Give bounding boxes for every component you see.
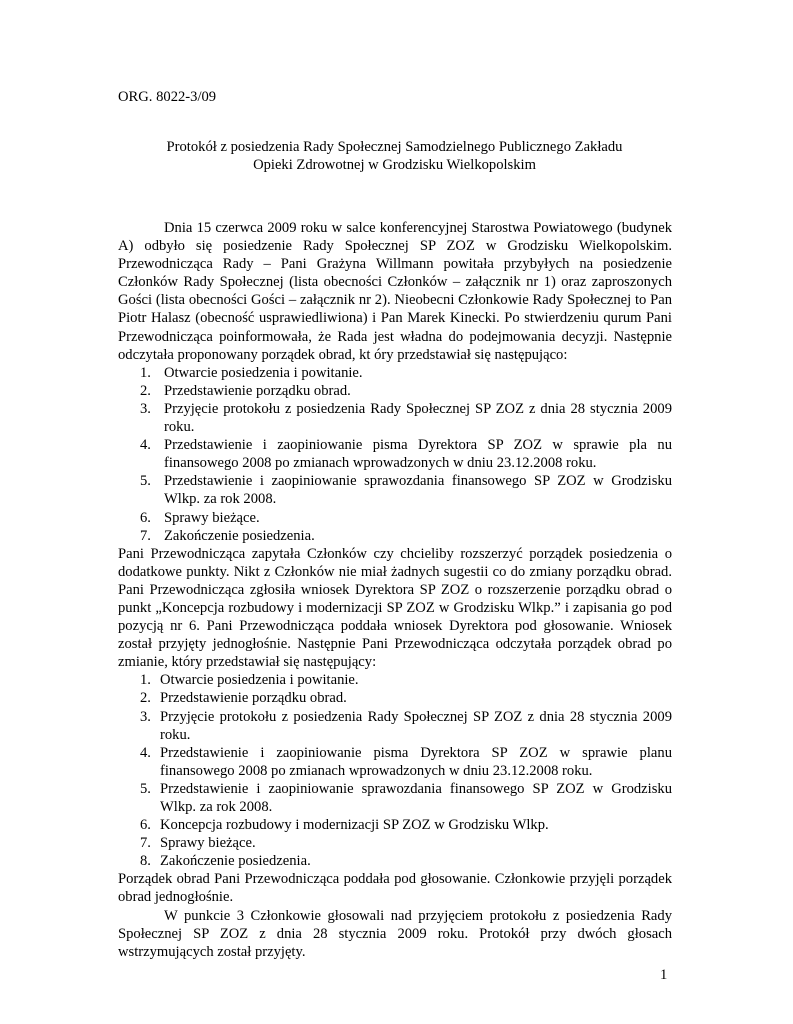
agenda-item-text: Przedstawienie i zaopiniowanie sprawozdania finansowego SP ZOZ w Grodzisku Wlkp. za rok 2008. [160,780,672,815]
agenda-item-text: Zakończenie posiedzenia. [160,853,311,870]
agenda-item-text: Otwarcie posiedzenia i powitanie. [164,364,363,381]
agenda-item-text: Otwarcie posiedzenia i powitanie. [160,672,359,689]
agenda-item [118,472,672,508]
agenda-item-number: 3. [140,708,151,725]
agenda-item-text: Zakończenie posiedzenia. [164,527,315,544]
page-number: 1 [660,967,668,983]
agenda-item-number: 5. [140,780,151,797]
agenda-item-number: 1. [140,364,151,381]
agenda-item [118,689,672,707]
agenda-item-text: Sprawy bieżące. [160,835,256,852]
agenda-item-text: Przedstawienie porządku obrad. [160,690,347,707]
agenda-item [118,708,672,744]
title-line-2: Opieki Zdrowotnej w Grodzisku Wielkopolskim [253,157,536,173]
agenda-item-number: 3. [140,400,151,417]
agenda-list-amended [118,671,672,870]
agenda-item-number: 2. [140,382,151,399]
agenda-item [118,382,672,400]
agenda-item-number: 5. [140,473,151,490]
agenda-item [118,671,672,689]
intro-paragraph: Dnia 15 czerwca 2009 roku w salce konferencyjnej Starostwa Powiatowego (budynek A) odbyło się posiedzenie Rady Społecznej SP ZOZ w Grodzisku Wielkopolskim. Przewodnicząca Rady – Pani Grażyna Willmann powitała przybyłych na posiedzenie Członków Rady Społecznej (lista obecności Członków – załącznik nr 1) oraz zaproszonych Gości (lista obecności Gości – załącznik nr 2). Nieobecni Członkowie Rady Społecznej to Pan Piotr Halasz (obecność usprawiedliwiona) i Pan Marek Kinecki. Po stwierdzeniu qurum Pani Przewodnicząca poinformowała, że Rada jest władna do podejmowania decyzji. Następnie odczytała proponowany porządek obrad, kt óry przedstawiał się następująco: [118,220,672,363]
agenda-item-text: Przyjęcie protokołu z posiedzenia Rady Społecznej SP ZOZ z dnia 28 stycznia 2009 roku. [160,708,672,743]
agenda-item-number: 8. [140,853,151,870]
agenda-list-initial [118,364,672,545]
agenda-item-number: 6. [140,509,151,526]
agenda-item [118,780,672,816]
agenda-item [118,436,672,472]
agenda-item-text: Sprawy bieżące. [164,509,260,526]
agenda-item-text: Przedstawienie i zaopiniowanie sprawozdania finansowego SP ZOZ w Grodzisku Wlkp. za rok 2008. [164,473,672,508]
vote-paragraph: Porządek obrad Pani Przewodnicząca poddała pod głosowanie. Członkowie przyjęli porządek obrad jednogłośnie. [118,871,672,906]
document-body [118,219,672,961]
agenda-item-number: 7. [140,527,151,544]
agenda-item [118,364,672,382]
agenda-item-number: 2. [140,690,151,707]
agenda-item-number: 4. [140,437,151,454]
agenda-item [118,852,672,870]
agenda-item [118,816,672,834]
agenda-item-text: Koncepcja rozbudowy i modernizacji SP ZOZ w Grodzisku Wlkp. [160,817,549,834]
agenda-item-text: Przyjęcie protokołu z posiedzenia Rady Społecznej SP ZOZ z dnia 28 stycznia 2009 roku. [164,400,672,436]
agenda-item [118,400,672,436]
title-line-1: Protokół z posiedzenia Rady Społecznej Samodzielnego Publicznego Zakładu [166,139,623,155]
agenda-item-number: 1. [140,672,151,689]
agenda-item [118,527,672,545]
agenda-item-text: Przedstawienie i zaopiniowanie pisma Dyrektora SP ZOZ w sprawie pla nu finansowego 2008 po zmianach wprowadzonych w dniu 23.12.2008 roku. [164,437,672,472]
agenda-item [118,744,672,780]
document-reference: ORG. 8022-3/09 [118,89,217,105]
agenda-item-text: Przedstawienie porządku obrad. [164,382,351,399]
agenda-item [118,509,672,527]
middle-paragraph: Pani Przewodnicząca zapytała Członków czy chcieliby rozszerzyć porządek posiedzenia o dodatkowe punkty. Nikt z Członków nie miał żadnych sugestii co do zmiany porządku obrad. Pani Przewodnicząca zgłosiła wniosek Dyrektora SP ZOZ o rozszerzenie porządku obrad o punkt „Koncepcja rozbudowy i modernizacji SP ZOZ w Grodzisku Wlkp.” i zapisania go pod pozycją nr 6. Pani Przewodnicząca poddała wniosek Dyrektora pod głosowanie. Wniosek został przyjęty jednogłośnie. Następnie Pani Przewodnicząca odczytała porządek obrad po zmianie, który przedstawiał się następujący: [118,545,672,671]
document-title [118,138,671,174]
agenda-item-number: 4. [140,744,151,761]
point3-paragraph: W punkcie 3 Członkowie głosowali nad przyjęciem protokołu z posiedzenia Rady Społecznej SP ZOZ z dnia 28 stycznia 2009 roku. Protokół przy dwóch głosach wstrzymujących został przyjęty. [118,907,672,960]
agenda-item-number: 6. [140,817,151,834]
agenda-item-number: 7. [140,835,151,852]
agenda-item [118,834,672,852]
agenda-item-text: Przedstawienie i zaopiniowanie pisma Dyrektora SP ZOZ w sprawie planu finansowego 2008 po zmianach wprowadzonych w dniu 23.12.2008 roku. [160,744,672,779]
